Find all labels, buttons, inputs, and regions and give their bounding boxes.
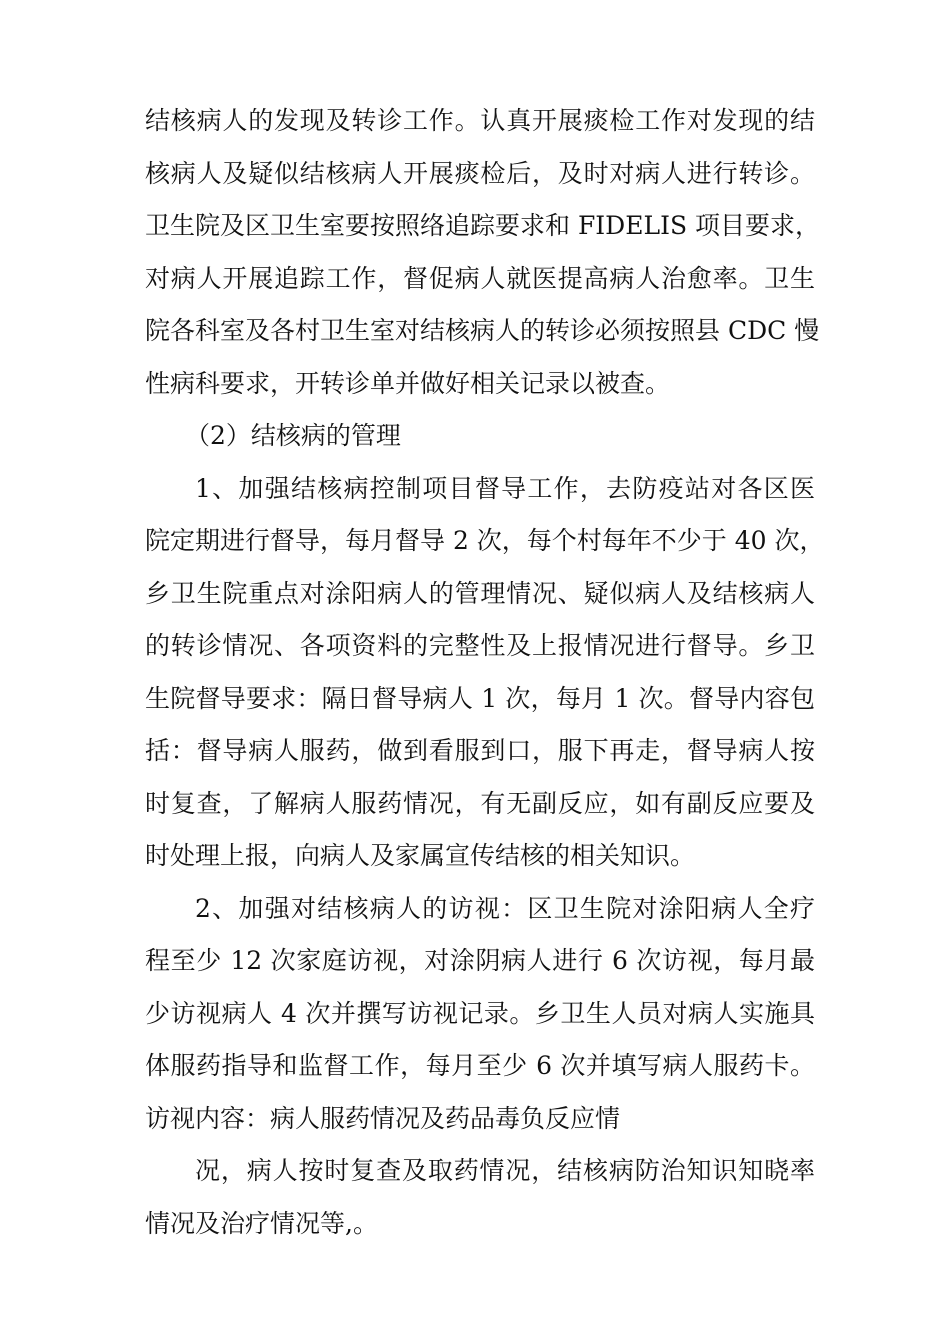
paragraph-line: 1、加强结核病控制项目督导工作，去防疫站对各区医 <box>195 473 815 503</box>
paragraph-line: 生院督导要求：隔日督导病人 1 次，每月 1 次。督导内容包 <box>145 683 815 713</box>
body-text <box>145 95 825 1250</box>
paragraph-line: 体服药指导和监督工作，每月至少 6 次并填写病人服药卡。 <box>145 1051 815 1080</box>
paragraph-line: 访视内容：病人服药情况及药品毒负反应情 <box>145 1103 621 1133</box>
paragraph-line: 的转诊情况、各项资料的完整性及上报情况进行督导。乡卫 <box>145 631 815 660</box>
paragraph-line: 院定期进行督导，每月督导 2 次，每个村每年不少于 40 次， <box>145 526 825 555</box>
paragraph-line: 性病科要求，开转诊单并做好相关记录以被查。 <box>145 368 671 398</box>
paragraph-line: 况，病人按时复查及取药情况，结核病防治知识知晓率 <box>195 1156 815 1185</box>
paragraph-line: 核病人及疑似结核病人开展痰检后，及时对病人进行转诊。 <box>145 158 815 188</box>
paragraph-line: 对病人开展追踪工作，督促病人就医提高病人治愈率。卫生 <box>145 263 815 293</box>
section-heading: （2）结核病的管理 <box>185 421 401 450</box>
paragraph-line: 乡卫生院重点对涂阳病人的管理情况、疑似病人及结核病人 <box>145 578 815 608</box>
paragraph-line: 少访视病人 4 次并撰写访视记录。乡卫生人员对病人实施具 <box>145 998 815 1028</box>
paragraph-line: 时复查，了解病人服药情况，有无副反应，如有副反应要及 <box>145 788 815 818</box>
paragraph-line: 时处理上报，向病人及家属宣传结核的相关知识。 <box>145 841 696 870</box>
paragraph-line: 院各科室及各村卫生室对结核病人的转诊必须按照县 CDC 慢 <box>145 316 820 345</box>
paragraph-line: 情况及治疗情况等,。 <box>145 1208 378 1238</box>
paragraph-line: 括：督导病人服药，做到看服到口，服下再走，督导病人按 <box>145 736 815 765</box>
paragraph-line: 卫生院及区卫生室要按照络追踪要求和 FIDELIS 项目要求， <box>145 211 821 240</box>
paragraph-line: 2、加强对结核病人的访视：区卫生院对涂阳病人全疗 <box>195 893 815 923</box>
paragraph-line: 结核病人的发现及转诊工作。认真开展痰检工作对发现的结 <box>145 106 815 135</box>
paragraph-line: 程至少 12 次家庭访视，对涂阴病人进行 6 次访视，每月最 <box>145 946 815 975</box>
